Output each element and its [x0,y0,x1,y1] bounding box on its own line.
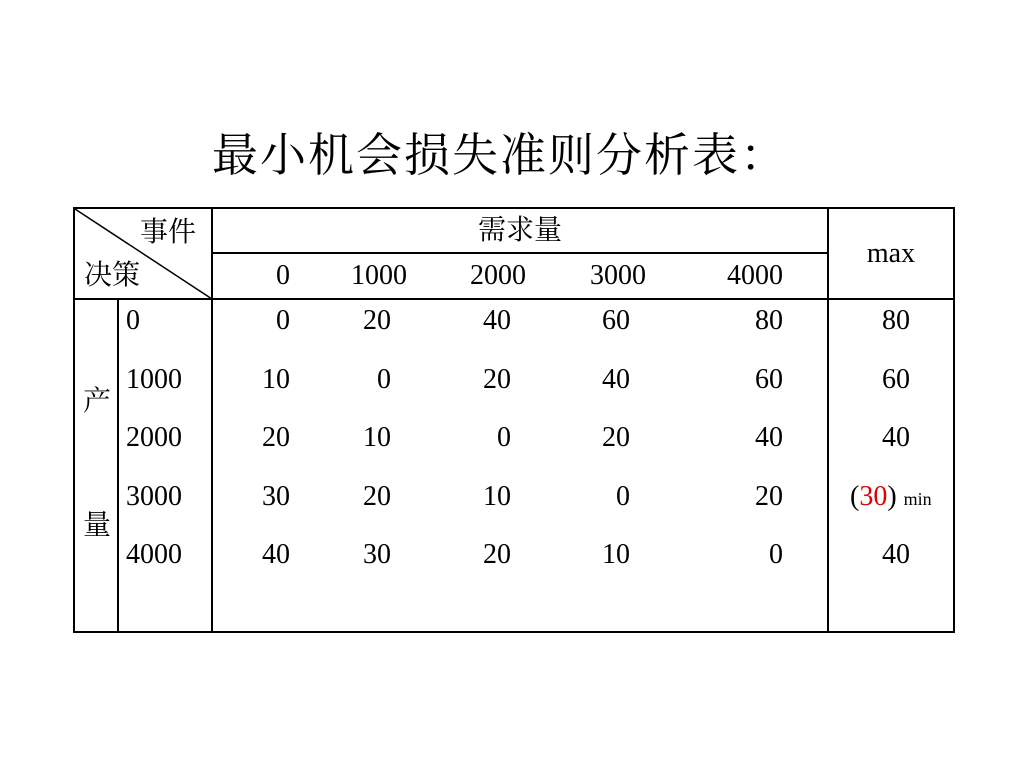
decision-header-label: 决策 [84,260,141,291]
table-cell: 40 [483,305,511,336]
table-cell: 20 [262,422,290,453]
minimax-result [850,480,932,516]
table-cell: 40 [755,422,783,453]
table-cell: 40 [262,539,290,570]
page-title: 最小机会损失准则分析表： [212,128,788,182]
demand-level-0: 0 [276,260,290,291]
table-cell: 20 [755,481,783,512]
production-label: 4000 [126,539,182,570]
table-cell: 0 [616,481,630,512]
row-max-value: 40 [882,539,910,570]
table-cell: 40 [602,364,630,395]
demand-level-3000: 3000 [590,260,646,291]
table-cell: 10 [483,481,511,512]
table-cell: 60 [755,364,783,395]
table-cell: 0 [377,364,391,395]
table-cell: 80 [755,305,783,336]
table-cell: 20 [363,305,391,336]
row-max-value: 40 [882,422,910,453]
table-cell: 20 [483,539,511,570]
min-label: min [903,489,932,509]
table-cell: 20 [602,422,630,453]
row-group-label-char-2: 量 [83,510,112,541]
table-cell: 10 [602,539,630,570]
table-cell: 20 [483,364,511,395]
table-cell: 60 [602,305,630,336]
row-group-label-char-1: 产 [83,386,112,417]
table-cell: 0 [497,422,511,453]
demand-level-1000: 1000 [351,260,407,291]
production-label: 3000 [126,481,182,512]
minimax-value: 30 [859,481,888,512]
table-cell: 30 [363,539,391,570]
table-cell: 10 [363,422,391,453]
table-cell: 0 [276,305,290,336]
open-paren: ( [850,481,860,512]
table-cell: 10 [262,364,290,395]
table-cell: 20 [363,481,391,512]
demand-header-label: 需求量 [477,215,562,246]
production-label: 0 [126,305,140,336]
row-max-value: 80 [882,305,910,336]
production-label: 1000 [126,364,182,395]
max-header-label: max [866,238,916,269]
table-cell: 30 [262,481,290,512]
demand-level-2000: 2000 [470,260,526,291]
event-header-label: 事件 [140,217,197,248]
demand-level-4000: 4000 [727,260,783,291]
production-label: 2000 [126,422,182,453]
table-cell: 0 [769,539,783,570]
row-max-value: 60 [882,364,910,395]
close-paren: ) [887,481,897,512]
